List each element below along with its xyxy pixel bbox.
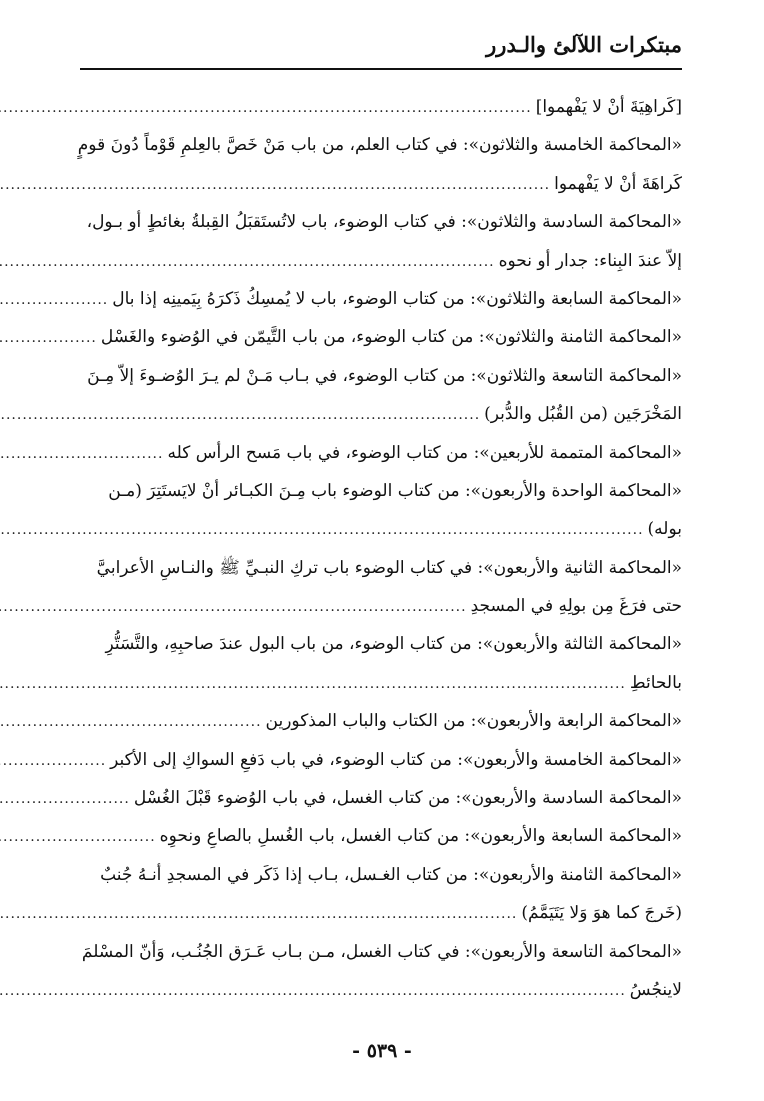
toc-line (80, 894, 682, 932)
toc-line (80, 395, 682, 433)
header-title: مبتكرات اللآلئ والـدرر (486, 32, 682, 57)
dot-leader (0, 281, 108, 319)
toc-entry-text: «المحاكمة الثامنة والأربعون»: من كتاب الغـسل، بـاب إذا ذَكَر في المسجدِ أنـهُ جُنبٌ (100, 864, 682, 885)
dot-leader (0, 319, 97, 357)
dot-leader (0, 895, 517, 933)
toc-entry-text: لاينجُسُ (629, 979, 682, 1000)
dot-leader (0, 396, 480, 434)
table-of-contents (77, 88, 682, 1009)
toc-entry-text: «المحاكمة الثامنة والثلاثون»: من كتاب الوضوء، من باب التَّيمّن في الوُضوء والغَسْل (100, 327, 682, 348)
toc-line (80, 856, 682, 894)
toc-entry-text: «المحاكمة الخامسة والثلاثون»: في كتاب العلم، من باب مَنْ خَصَّ بالعِلمِ قَوْماً دُونَ قومٍ (77, 135, 682, 156)
toc-line (80, 280, 682, 318)
dot-leader (0, 588, 467, 626)
toc-line (80, 779, 682, 817)
dot-leader (0, 972, 626, 1010)
toc-entry-text: «المحاكمة السادسة والأربعون»: من كتاب الغسل، في باب الوُضوء قَبْلَ الغُسْل (133, 788, 682, 809)
dot-leader (0, 89, 532, 127)
toc-line (80, 741, 682, 779)
toc-entry-text: «المحاكمة السابعة والأربعون»: من كتاب الغسل، باب الغُسلِ بالصاعِ ونحوِه (159, 826, 682, 847)
toc-entry-text: «المحاكمة التاسعة والثلاثون»: من كتاب الوضوء، في بـاب مَـنْ لم يـرَ الوُضـوءَ إلاّ مِـنَ (87, 365, 682, 386)
toc-line (80, 549, 682, 587)
toc-line (80, 88, 682, 126)
toc-entry-text: المَخْرَجَين (من القُبُل والدُّبر) (484, 404, 682, 425)
toc-entry-text: «المحاكمة الثالثة والأربعون»: من كتاب الوضوء، من باب البول عندَ صاحبِهِ، والتَّسَتُّرِ (105, 634, 682, 655)
toc-entry-text: إلاّ عندَ البِناء: جدار أو نحوه (498, 250, 682, 271)
page-number: - ٥٣٩ - (352, 1040, 412, 1062)
toc-entry-text: «المحاكمة الثانية والأربعون»: في كتاب الوضوء باب تركِ النبـيِّ ﷺ والنـاسِ الأعرابيَّ (96, 557, 682, 578)
dot-leader (0, 511, 644, 549)
toc-line (80, 510, 682, 548)
toc-line (80, 318, 682, 356)
toc-line (80, 203, 682, 241)
dot-leader (0, 243, 495, 281)
toc-entry-text: [كَراهِيَةَ أنْ لا يَفْهموا] (535, 97, 682, 117)
toc-entry-text: «المحاكمة المتممة للأربعين»: من كتاب الوضوء، في باب مَسح الرأس كله (167, 442, 682, 463)
toc-entry-text: بالحائطِ (629, 672, 682, 693)
dot-leader (0, 818, 156, 856)
dot-leader (0, 742, 106, 780)
toc-line (80, 702, 682, 740)
toc-entry-text: «المحاكمة الواحدة والأربعون»: من كتاب الوضوء باب مِـنَ الكبـائر أنْ لايَستَتِرَ (مـن (108, 480, 682, 501)
toc-entry-text: حتى فرَغَ مِن بولِهِ في المسجدِ (470, 596, 682, 617)
toc-line (80, 971, 682, 1009)
toc-line (80, 357, 682, 395)
toc-line (80, 817, 682, 855)
toc-entry-text: كَراهَةَ أنْ لا يَفْهموا (554, 173, 682, 194)
toc-line (80, 625, 682, 663)
toc-entry-text: (خَرجَ كما هوَ وَلا يَتَيَمَّمُ) (521, 903, 682, 924)
toc-line (80, 434, 682, 472)
toc-entry-text: «المحاكمة السابعة والثلاثون»: من كتاب الوضوء، باب لا يُمسِكُ ذَكرَهُ بِيَمينِه إذا بال (112, 288, 682, 309)
dot-leader (0, 703, 262, 741)
toc-line (80, 242, 682, 280)
toc-entry-text: «المحاكمة الخامسة والأربعون»: من كتاب الوضوء، في باب دَفعِ السواكِ إلى الأكبر (110, 749, 682, 770)
toc-entry-text: «المحاكمة السادسة والثلاثون»: في كتاب الوضوء، باب لاتُستَقبَلُ القِبلةُ بغائطٍ أو بـول، (86, 212, 682, 233)
toc-line (80, 165, 682, 203)
toc-entry-text: «المحاكمة التاسعة والأربعون»: في كتاب الغسل، مـن بـاب عَـرَق الجُنُـب، وَأنّ المسْلمَ (81, 941, 682, 962)
toc-line (80, 472, 682, 510)
dot-leader (0, 780, 130, 818)
toc-entry-text: «المحاكمة الرابعة والأربعون»: من الكتاب والباب المذكورين (265, 711, 682, 732)
dot-leader (0, 166, 550, 204)
toc-line (80, 933, 682, 971)
toc-line (80, 664, 682, 702)
toc-entry-text: بوله) (647, 519, 682, 540)
toc-line (80, 587, 682, 625)
dot-leader (0, 665, 626, 703)
toc-line (77, 126, 682, 164)
running-header (80, 28, 682, 70)
dot-leader (0, 435, 163, 473)
